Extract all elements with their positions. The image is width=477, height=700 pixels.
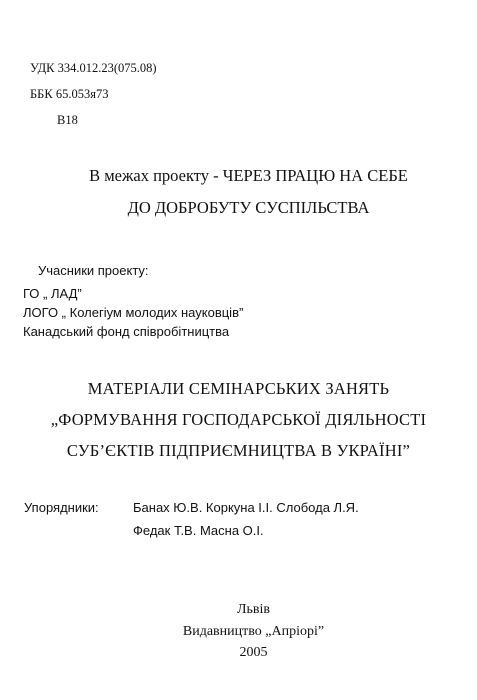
compilers-line-2: Федак Т.В. Масна О.І.	[133, 523, 264, 538]
title-line-2: „ФОРМУВАННЯ ГОСПОДАРСЬКОЇ ДІЯЛЬНОСТІ	[50, 410, 427, 429]
author-mark: В18	[57, 113, 78, 127]
imprint-city: Львів	[237, 602, 270, 617]
udk-code: УДК 334.012.23(075.08)	[30, 61, 157, 75]
compilers-label: Упорядники:	[24, 500, 99, 515]
bbk-code: ББК 65.053я73	[30, 87, 109, 101]
participant-item: Канадський фонд співробітництва	[23, 324, 230, 339]
participant-item: ЛОГО „ Колегіум молодих науковців”	[23, 305, 244, 320]
participant-item: ГО „ ЛАД”	[23, 286, 82, 301]
title-line-1: МАТЕРІАЛИ СЕМІНАРСЬКИХ ЗАНЯТЬ	[87, 379, 390, 398]
participants-heading: Учасники проекту:	[38, 263, 149, 278]
title-line-3: СУБ’ЄКТІВ ПІДПРИЄМНИЦТВА В УКРАЇНІ”	[66, 441, 411, 460]
project-line-1: В межах проекту - ЧЕРЕЗ ПРАЦЮ НА СЕБЕ	[89, 166, 408, 185]
imprint-publisher: Видавництво „Апріорі”	[182, 624, 325, 639]
compilers-line-1: Банах Ю.В. Коркуна І.І. Слобода Л.Я.	[133, 500, 359, 515]
project-line-2: ДО ДОБРОБУТУ СУСПІЛЬСТВА	[127, 198, 370, 217]
imprint-year: 2005	[239, 645, 268, 660]
